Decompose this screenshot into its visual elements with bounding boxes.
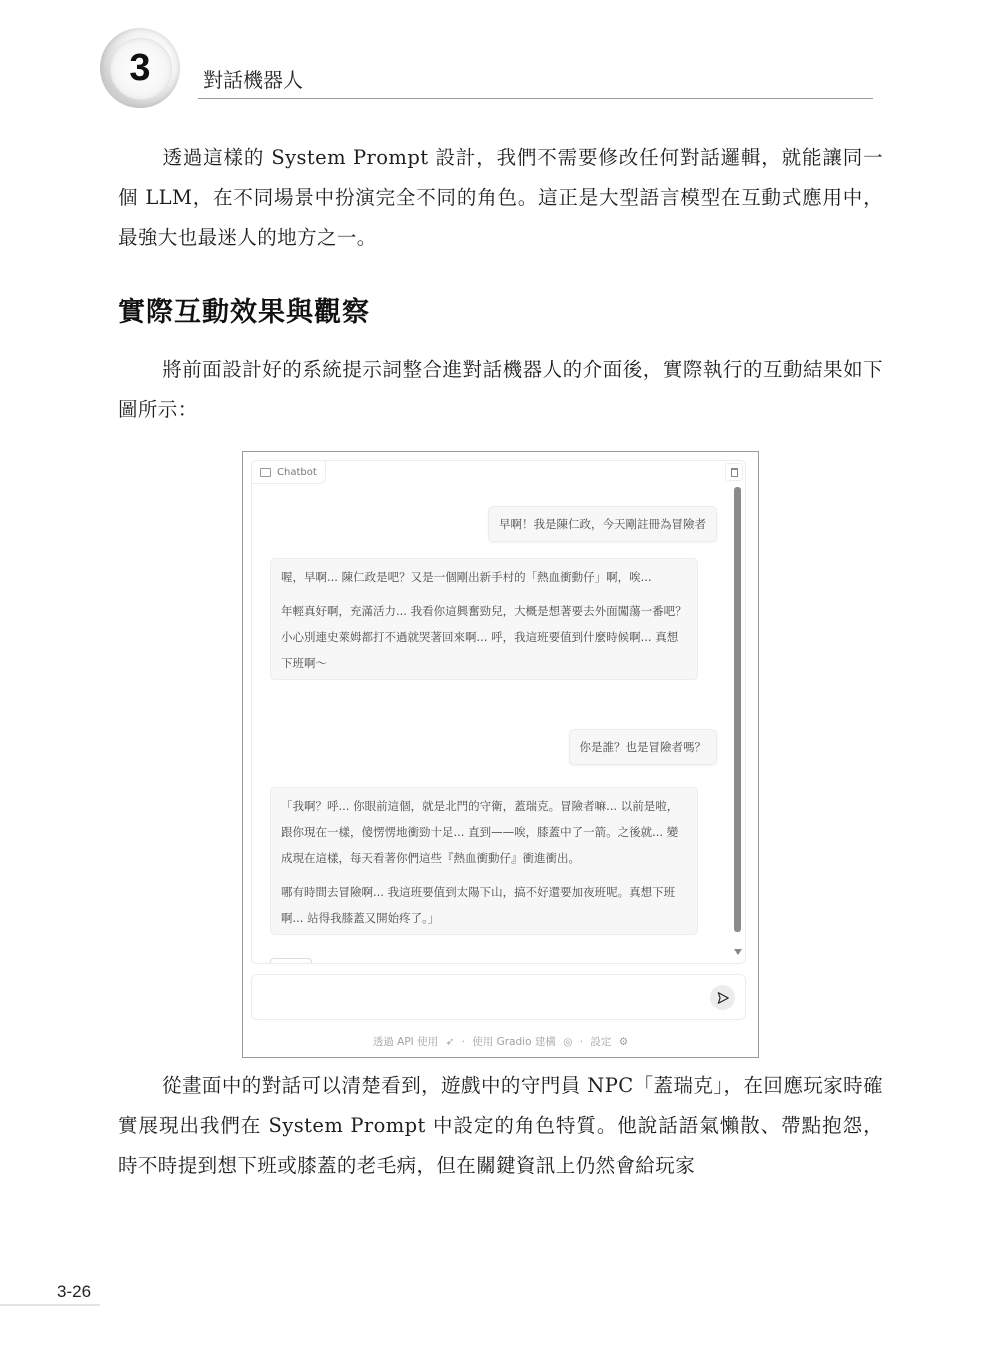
scroll-down-arrow-icon[interactable]	[734, 949, 742, 955]
built-with-gradio-link[interactable]: 使用 Gradio 建構	[472, 1036, 556, 1048]
footer-divider	[0, 1304, 100, 1306]
bot-message-paragraph: 「我啊？呼... 你眼前這個，就是北門的守衛，蓋瑞克。冒險者嘛... 以前是啦，跟你現在一樣，傻愣愣地衝勁十足... 直到——唉，膝蓋中了一箭。之後就... 變成現在這樣，每天看著你們這些『熱血衝動仔』衝進衝出。	[281, 799, 679, 865]
chapter-number: 3	[129, 47, 151, 89]
paragraph-lead-in	[118, 350, 883, 430]
header-divider	[198, 98, 873, 99]
trash-icon	[731, 468, 738, 477]
settings-link[interactable]: 設定	[590, 1036, 612, 1048]
chatbot-label	[252, 461, 326, 484]
user-message-text: 你是誰？也是冒險者嗎？	[579, 740, 706, 754]
message-input[interactable]	[251, 974, 746, 1020]
footer-separator: ·	[461, 1036, 465, 1048]
paragraph-conclusion-text: 從畫面中的對話可以清楚看到，遊戲中的守門員 NPC「蓋瑞克」，在回應玩家時確實展現出我們在 System Prompt 中設定的角色特質。他說話語氣懶散、帶點抱怨，時不時提到想下班或膝蓋的老毛病，但在關鍵資訊上仍然會給玩家	[118, 1074, 883, 1177]
chatbot-screenshot-figure	[242, 451, 759, 1058]
user-message	[569, 729, 718, 765]
paragraph-lead-in-text: 將前面設計好的系統提示詞整合進對話機器人的介面後，實際執行的互動結果如下圖所示：	[118, 358, 883, 421]
use-via-api-link[interactable]: 透過 API 使用	[372, 1036, 439, 1048]
user-message	[488, 506, 717, 542]
gradio-logo-icon: ◎	[563, 1036, 573, 1048]
bot-message-paragraph: 喔，早啊... 陳仁政是吧？又是一個剛出新手村的「熱血衝動仔」啊，唉...	[281, 570, 652, 584]
gear-icon: ⚙	[618, 1036, 629, 1048]
section-heading: 實際互動效果與觀察	[118, 297, 370, 328]
footer-separator: ·	[579, 1036, 584, 1048]
paragraph-intro-text: 透過這樣的 System Prompt 設計，我們不需要修改任何對話邏輯，就能讓同一個 LLM，在不同場景中扮演完全不同的角色。這正是大型語言模型在互動式應用中，最強大也最迷人的地方之一。	[118, 146, 883, 249]
send-icon	[716, 991, 730, 1005]
message-action-chip[interactable]	[270, 958, 312, 964]
chatbot-panel	[251, 460, 746, 964]
chatbot-label-text: Chatbot	[277, 466, 317, 478]
bot-message	[270, 558, 698, 680]
paragraph-conclusion	[118, 1066, 883, 1186]
gradio-footer	[243, 1034, 758, 1049]
bot-message-paragraph: 哪有時間去冒險啊... 我這班要值到太陽下山，搞不好還要加夜班呢。真想下班啊... 站得我膝蓋又開始疼了。」	[281, 885, 676, 925]
chat-scrollbar[interactable]	[734, 487, 741, 932]
page-number: 3-26	[57, 1282, 92, 1301]
chat-bubble-icon	[260, 468, 271, 477]
bot-message-paragraph: 年輕真好啊，充滿活力... 我看你這興奮勁兒，大概是想著要去外面闖蕩一番吧？小心別連史萊姆都打不過就哭著回來啊... 呼，我這班要值到什麼時候啊... 真想下班啊～	[281, 604, 687, 670]
user-message-text: 早啊！我是陳仁政，今天剛註冊為冒險者	[499, 517, 706, 531]
bot-message	[270, 787, 698, 935]
chapter-badge	[100, 28, 182, 110]
rocket-icon: ➶	[445, 1036, 455, 1048]
send-button[interactable]	[710, 985, 735, 1010]
clear-chat-button[interactable]	[725, 463, 743, 481]
chapter-title: 對話機器人	[203, 68, 303, 92]
paragraph-intro	[118, 138, 883, 258]
